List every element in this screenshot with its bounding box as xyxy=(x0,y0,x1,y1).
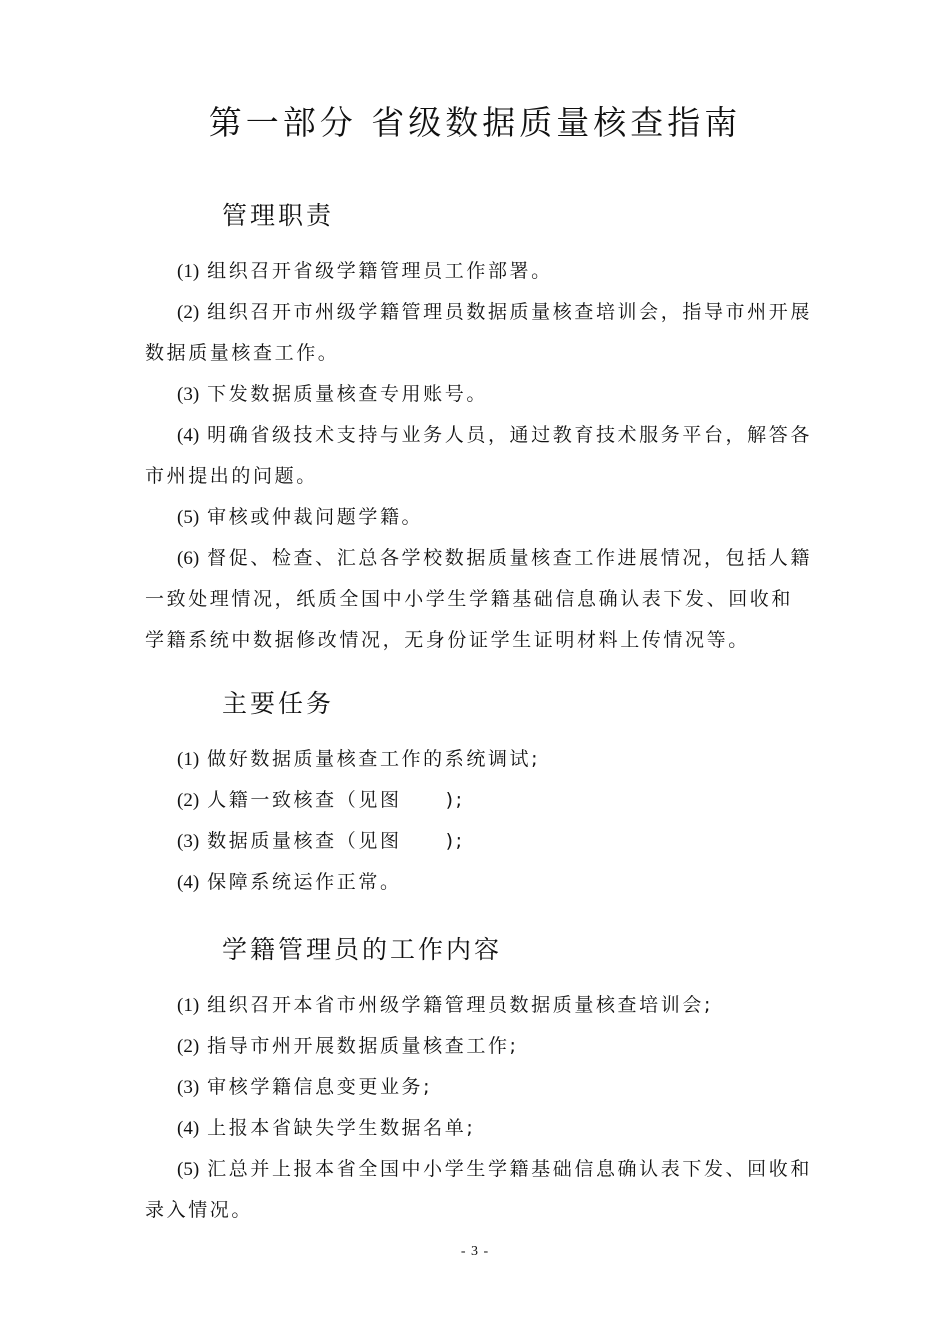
list-item xyxy=(145,739,813,780)
item-number: (1) xyxy=(177,749,200,770)
list-item xyxy=(145,251,813,292)
list-item xyxy=(145,862,813,903)
item-text: 督促、检查、汇总各学校数据质量核查工作进展情况，包括人籍一致处理情况，纸质全国中小学生学籍基础信息确认表下发、回收和学籍系统中数据修改情况，无身份证学生证明材料上传情况等。 xyxy=(145,547,812,651)
list-item xyxy=(145,1067,813,1108)
list-item xyxy=(145,985,813,1026)
item-text: 汇总并上报本省全国中小学生学籍基础信息确认表下发、回收和录入情况。 xyxy=(145,1158,812,1221)
list-item xyxy=(145,1149,813,1231)
item-text: 指导市州开展数据质量核查工作; xyxy=(207,1035,519,1057)
item-text: 保障系统运作正常。 xyxy=(207,871,402,893)
item-text: 组织召开本省市州级学籍管理员数据质量核查培训会; xyxy=(207,994,713,1016)
list-item xyxy=(145,821,813,862)
item-number: (5) xyxy=(177,507,200,528)
item-text: 组织召开省级学籍管理员工作部署。 xyxy=(207,260,553,282)
list-item xyxy=(145,374,813,415)
item-number: (3) xyxy=(177,831,200,852)
item-text: 审核或仲裁问题学籍。 xyxy=(207,506,424,528)
item-text: 下发数据质量核查专用账号。 xyxy=(207,383,488,405)
item-number: (5) xyxy=(177,1159,200,1180)
item-text-end: ); xyxy=(445,789,465,811)
section-heading-registrar-duties: 学籍管理员的工作内容 xyxy=(222,935,503,964)
item-text: 人籍一致核查（见图 xyxy=(207,789,402,811)
item-number: (3) xyxy=(177,1077,200,1098)
list-item xyxy=(145,1108,813,1149)
item-text-end: ); xyxy=(445,830,465,852)
page-number: - 3 - xyxy=(460,1244,490,1259)
item-number: (2) xyxy=(177,302,200,323)
item-number: (4) xyxy=(177,872,200,893)
item-number: (3) xyxy=(177,384,200,405)
page-title: 第一部分 省级数据质量核查指南 xyxy=(208,103,742,142)
section-heading-responsibilities: 管理职责 xyxy=(222,201,335,230)
item-text: 做好数据质量核查工作的系统调试; xyxy=(207,748,541,770)
item-text: 明确省级技术支持与业务人员，通过教育技术服务平台，解答各市州提出的问题。 xyxy=(145,424,812,487)
list-item xyxy=(145,292,813,374)
list-item xyxy=(145,780,813,821)
item-text: 上报本省缺失学生数据名单; xyxy=(207,1117,476,1139)
item-text: 审核学籍信息变更业务; xyxy=(207,1076,433,1098)
item-number: (1) xyxy=(177,261,200,282)
item-text: 组织召开市州级学籍管理员数据质量核查培训会，指导市州开展数据质量核查工作。 xyxy=(145,301,812,364)
item-number: (1) xyxy=(177,995,200,1016)
item-text: 数据质量核查（见图 xyxy=(207,830,402,852)
item-number: (4) xyxy=(177,1118,200,1139)
item-number: (2) xyxy=(177,1036,200,1057)
list-item xyxy=(145,538,813,661)
list-item xyxy=(145,497,813,538)
list-item xyxy=(145,1026,813,1067)
item-number: (6) xyxy=(177,548,200,569)
item-number: (4) xyxy=(177,425,200,446)
list-item xyxy=(145,415,813,497)
section-heading-main-tasks: 主要任务 xyxy=(222,689,335,718)
item-number: (2) xyxy=(177,790,200,811)
